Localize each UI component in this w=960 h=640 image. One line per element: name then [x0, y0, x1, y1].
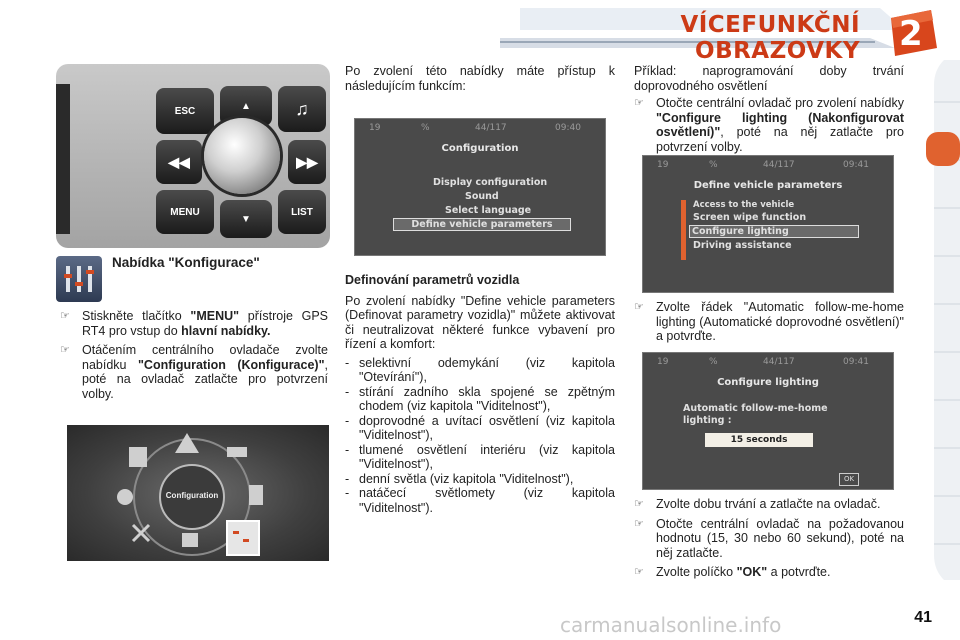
ok-button: OK — [839, 473, 859, 486]
central-knob — [204, 118, 280, 194]
list-button: LIST — [278, 190, 326, 234]
left-bullet-2: ☞ Otáčením centrálního ovladače zvolte nabídku "Configuration (Konfigurace)", poté na ovladač zatlačte pro potvrzení volby. — [60, 343, 328, 401]
setting-label-cont: lighting : — [683, 415, 732, 426]
menu-item-wipe: Screen wipe function — [693, 212, 807, 223]
middle-intro: Po zvolení této nabídky máte přístup k následujícím funkcím: — [345, 64, 615, 93]
list-item: - tlumené osvětlení interiéru (viz kapitola "Viditelnost"), — [345, 442, 615, 471]
screen-title: Configuration — [441, 143, 519, 154]
left-bullet-1: ☞ Stiskněte tlačítko "MENU" přístroje GPS RT4 pro vstup do hlavní nabídky. — [60, 309, 329, 338]
configuration-label: Configuration — [165, 491, 219, 500]
menu-item-display: Display configuration — [433, 177, 548, 188]
pointing-hand-icon: ☞ — [634, 566, 644, 578]
up-button: ▲ — [220, 86, 272, 126]
pointing-hand-icon: ☞ — [634, 301, 644, 313]
list-item: - doprovodné a uvítací osvětlení (viz kapitola "Viditelnost"), — [345, 413, 615, 442]
middle-body — [345, 273, 615, 515]
configuration-menu-photo — [67, 425, 329, 561]
pointing-hand-icon: ☞ — [634, 97, 644, 109]
right-bullet-2: ☞ Zvolte řádek "Automatic follow-me-home lighting (Automatické doprovodné osvětlení)" a potvrďte. — [634, 300, 904, 343]
pointing-hand-icon: ☞ — [60, 310, 70, 322]
vehicle-parameters-screen: 19 % 44/117 09:41 Define vehicle parameters Access to the vehicle Screen wipe function Configure lighting Driving assistance — [642, 155, 894, 293]
list-item: - stírání zadního skla spojené se zpětným chodem (viz kapitola "Viditelnost"), — [345, 384, 615, 413]
screen-title: Define vehicle parameters — [693, 180, 843, 191]
right-bullet-1: ☞ Otočte centrální ovladač pro zvolení nabídky "Configure lighting (Nakonfigurovat osvětlení)", poté na něj zatlačte pro potvrzení volby. — [634, 96, 904, 154]
left-instructions — [60, 309, 328, 406]
list-item: - selektivní odemykání (viz kapitola "Otevírání"), — [345, 355, 615, 384]
panel-left-edge — [56, 84, 70, 234]
screen-title: Configure lighting — [717, 377, 819, 388]
pointing-hand-icon: ☞ — [634, 498, 644, 510]
menu-item-lighting: Configure lighting — [689, 225, 859, 238]
page-number: 41 — [914, 609, 932, 626]
configuration-screen: 19 % 44/117 09:40 Configuration Display configuration Sound Select language Define vehicle parameters — [354, 118, 606, 256]
scroll-indicator — [681, 200, 686, 260]
page-footer — [560, 607, 940, 637]
next-button: ▶▶ — [288, 140, 326, 184]
section-heading: Definování parametrů vozidla — [345, 273, 520, 287]
music-button: ♫ — [278, 86, 326, 132]
section-paragraph: Po zvolení nabídky "Define vehicle parameters (Definovat parametry vozidla)" můžete aktivovat či neutralizovat některé funkce vybavení pro řízení a komfort: — [345, 293, 615, 351]
configure-lighting-screen: 19 % 44/117 09:41 Configure lighting Automatic follow-me-home lighting : 15 seconds OK — [642, 352, 894, 490]
chapter-tabs — [924, 60, 960, 580]
menu-item-language: Select language — [445, 205, 532, 216]
menu-icon — [56, 256, 102, 302]
konfigurace-heading: Nabídka "Konfigurace" — [112, 255, 260, 270]
control-panel-photo — [56, 64, 330, 248]
right-intro: Příklad: naprogramování doby trvání doprovodného osvětlení — [634, 64, 904, 93]
setting-label: Automatic follow-me-home — [683, 403, 828, 414]
pointing-hand-icon: ☞ — [60, 344, 70, 356]
menu-button: MENU — [156, 190, 214, 234]
menu-item-driving: Driving assistance — [693, 240, 792, 251]
list-item: - natáčecí světlomety (viz kapitola "Viditelnost"). — [345, 486, 615, 515]
menu-item-sound: Sound — [465, 191, 499, 202]
watermark: carmanualsonline.info — [560, 613, 782, 637]
down-button: ▼ — [220, 200, 272, 238]
esc-button: ESC — [156, 88, 214, 134]
chapter-badge — [885, 8, 939, 58]
chapter-number: 2 — [899, 14, 923, 54]
pointing-hand-icon: ☞ — [634, 517, 644, 530]
page-title: VÍCEFUNKČNÍ OBRAZOVKY — [680, 12, 860, 64]
menu-item-vehicle-params: Define vehicle parameters — [393, 218, 571, 231]
page-header — [0, 0, 960, 62]
duration-value-box: 15 seconds — [705, 433, 813, 447]
prev-button: ◀◀ — [156, 140, 202, 184]
list-item: - denní světla (viz kapitola "Viditelnost"), — [345, 471, 574, 486]
menu-item-access: Access to the vehicle — [693, 200, 795, 210]
right-bullets-final: ☞ Zvolte dobu trvání a zatlačte na ovladač. ☞ Otočte centrální ovladač na požadovanou hodnotu (15, 30 nebo 60 sekund), poté na něj zatlačte. ☞ Zvolte políčko "OK" a potvrďte. — [634, 497, 904, 579]
